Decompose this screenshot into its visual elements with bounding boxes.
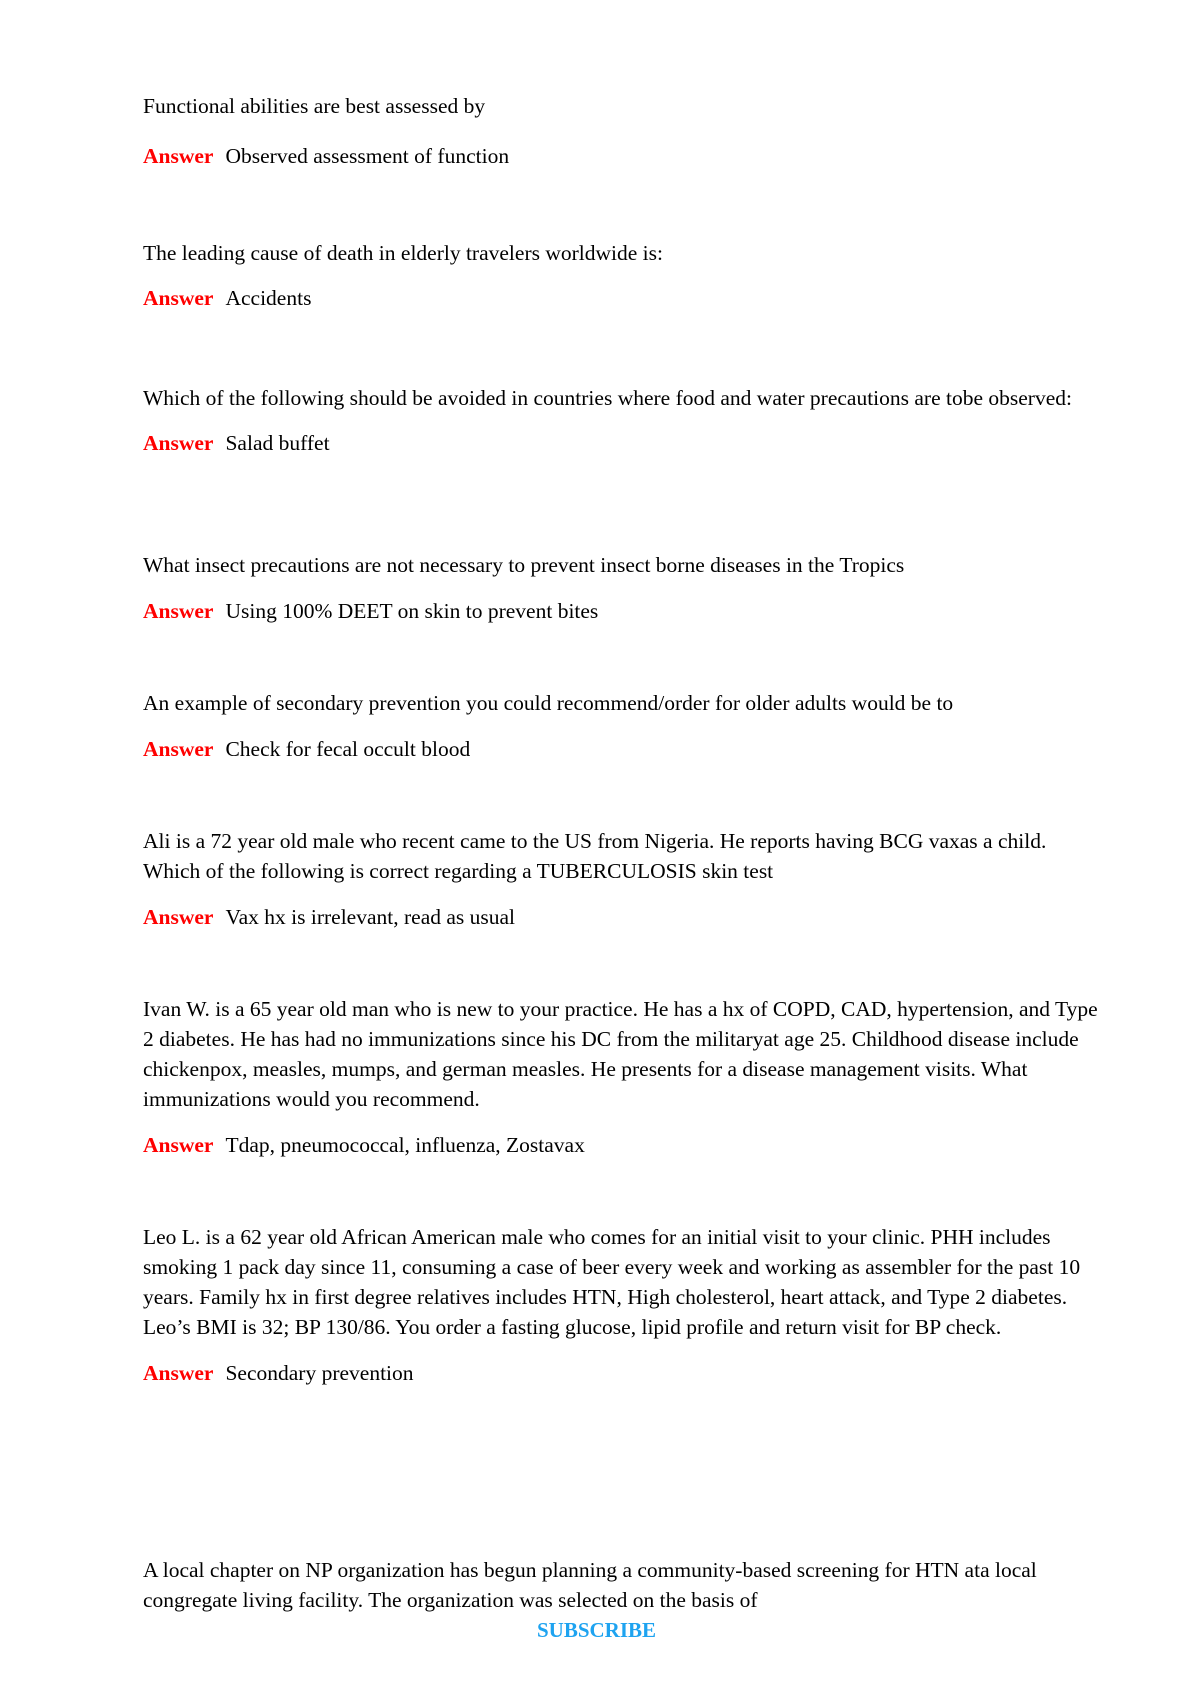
qa-item-7 [143, 994, 1103, 1160]
subscribe-link[interactable]: SUBSCRIBE [536, 1618, 657, 1642]
question-text: Which of the following should be avoided in countries where food and water precautions are tobe observed: [143, 386, 1072, 410]
answer-label: Answer [143, 737, 214, 761]
question-text: An example of secondary prevention you could recommend/order for older adults would be to [143, 691, 954, 715]
question-text: Ali is a 72 year old male who recent came to the US from Nigeria. He reports having BCG vaxas a child. Which of the following is correct regarding a TUBERCULOSIS skin test [143, 829, 1047, 883]
answer-label: Answer [143, 144, 214, 168]
answer-text: Check for fecal occult blood [225, 737, 471, 761]
answer-text: Using 100% DEET on skin to prevent bites [225, 599, 599, 623]
answer-line [143, 902, 1103, 932]
answer-line [143, 141, 1103, 171]
answer-text: Secondary prevention [225, 1361, 414, 1385]
question-text: A local chapter on NP organization has begun planning a community-based screening for HTN ata local congregate living facility. The organization was selected on the basis of [143, 1558, 1037, 1612]
answer-text: Observed assessment of function [225, 144, 510, 168]
answer-text: Accidents [225, 286, 312, 310]
question-text: Leo L. is a 62 year old African American male who comes for an initial visit to your clinic. PHH includes smoking 1 pack day since 11, consuming a case of beer every week and working as assembler for the past 10 years. Family hx in first degree relatives includes HTN, High cholesterol, heart attack, and Type 2 diabetes. Leo’s BMI is 32; BP 130/86. You order a fasting glucose, lipid profile and return visit for BP check. [143, 1225, 1081, 1339]
answer-label: Answer [143, 286, 214, 310]
answer-line [143, 428, 1103, 458]
answer-line [143, 596, 1103, 626]
qa-item-9 [143, 1555, 1103, 1615]
answer-label: Answer [143, 905, 214, 929]
qa-item-3 [143, 383, 1103, 458]
answer-label: Answer [143, 1361, 214, 1385]
qa-item-5 [143, 688, 1103, 764]
answer-label: Answer [143, 431, 214, 455]
answer-line [143, 1130, 1103, 1160]
answer-label: Answer [143, 599, 214, 623]
answer-text: Tdap, pneumococcal, influenza, Zostavax [225, 1133, 585, 1157]
question-text: Functional abilities are best assessed by [143, 94, 486, 118]
answer-line [143, 1358, 1103, 1388]
question-text: What insect precautions are not necessary to prevent insect borne diseases in the Tropics [143, 553, 905, 577]
qa-item-8 [143, 1222, 1103, 1388]
qa-item-4 [143, 550, 1103, 626]
answer-text: Salad buffet [225, 431, 330, 455]
qa-item-6 [143, 826, 1103, 932]
question-text: Ivan W. is a 65 year old man who is new to your practice. He has a hx of COPD, CAD, hypertension, and Type 2 diabetes. He has had no immunizations since his DC from the militaryat age 25. Childhood disease include chickenpox, measles, mumps, and german measles. He presents for a disease management visits. What immunizations would you recommend. [143, 997, 1098, 1111]
question-text: The leading cause of death in elderly travelers worldwide is: [143, 241, 663, 265]
answer-line [143, 283, 1103, 313]
answer-text: Vax hx is irrelevant, read as usual [225, 905, 516, 929]
qa-item-1 [143, 91, 1103, 171]
answer-line [143, 734, 1103, 764]
qa-item-2 [143, 238, 1103, 313]
answer-label: Answer [143, 1133, 214, 1157]
